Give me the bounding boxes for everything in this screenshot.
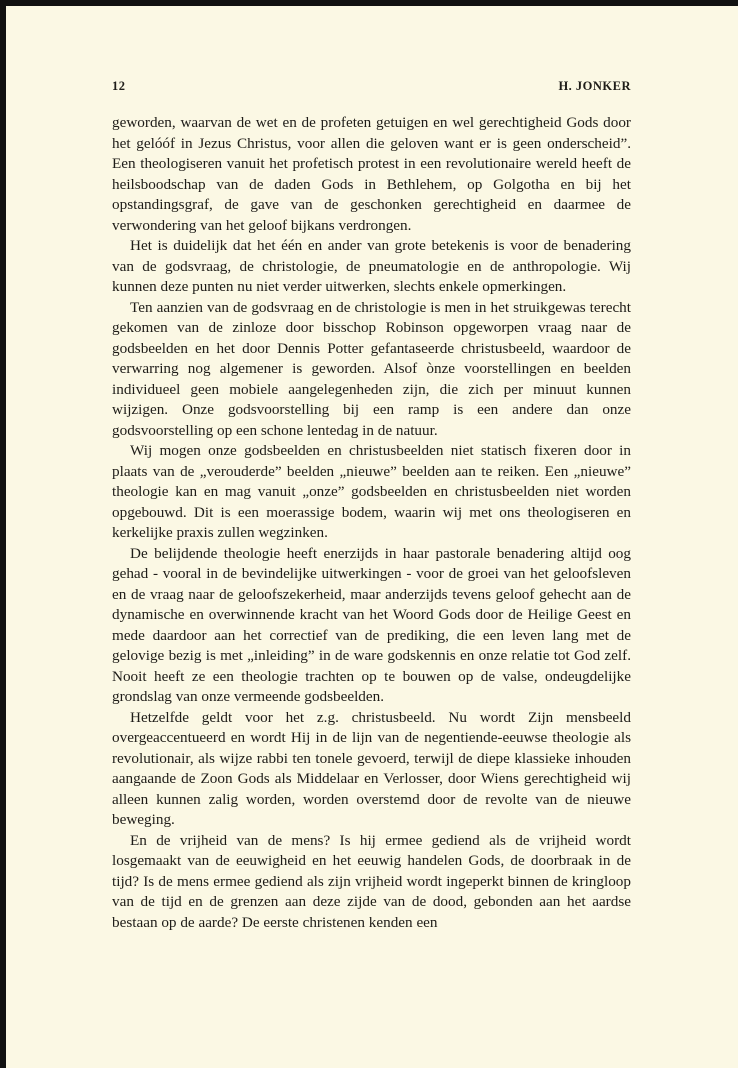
paragraph: Ten aanzien van de godsvraag en de christologie is men in het struikgewas terecht gekomen van de zinloze door bisschop Robinson opgeworpen vraag naar de godsbeelden en het door Dennis Potter gefantaseerde christusbeeld, waardoor de verwarring nog algemener is geworden. Alsof ònze voorstellingen en beelden individueel geen mobiele aangelegenheden zijn, die zich per minuut kunnen wijzigen. Onze godsvoorstelling bij een ramp is een andere dan onze godsvoorstelling op een schone lentedag in de natuur. xyxy=(112,298,631,439)
paragraph: En de vrijheid van de mens? Is hij ermee gediend als de vrijheid wordt losgemaakt van de eeuwigheid en het eeuwig handelen Gods, de doorbraak in de tijd? Is de mens ermee gediend als zijn vrijheid wordt ingeperkt binnen de kringloop van de tijd en de grenzen aan deze zijde van de dood, gebonden aan het aardse bestaan op de aarde? De eerste christenen kenden een xyxy=(112,831,631,931)
paragraph: geworden, waarvan de wet en de profeten getuigen en wel gerechtigheid Gods door het gelóóf in Jezus Christus, voor allen die geloven want er is geen onderscheid”. Een theologiseren vanuit het profetisch protest in een revolutionaire wereld heeft de heilsboodschap van de daden Gods in Bethlehem, op Golgotha en bij het opstandingsgraf, de gave van de geschonken gerechtigheid en daarmee de verwondering van het geloof bijkans verdrongen. xyxy=(112,114,631,234)
running-head-author: H. JONKER xyxy=(558,79,631,93)
paragraph: De belijdende theologie heeft enerzijds in haar pastorale benadering altijd oog gehad - vooral in de bevindelijke uitwerkingen - voor de groei van het geloofsleven en de vraag naar de geloofszekerheid, maar anderzijds tevens geloof gehecht aan de dynamische en overwinnende kracht van het Woord Gods door de Heilige Geest en mede daardoor aan het correctief van de prediking, die een leven lang met de gelovige bezig is met „inleiding” in de ware godskennis en onze relatie tot God zelf. Nooit heeft ze een theologie trachten op te bouwen op de valse, ondeugdelijke grondslag van onze vermeende godsbeelden. xyxy=(112,544,631,705)
paragraph: Hetzelfde geldt voor het z.g. christusbeeld. Nu wordt Zijn mensbeeld overgeaccentueerd en wordt Hij in de lijn van de negentiende-eeuwse theologie als revolutionair, als wijze rabbi ten tonele gevoerd, terwijl de diepe klassieke inhouden aangaande de Zoon Gods als Middelaar en Verlosser, door Wiens gerechtigheid wij alleen kunnen zalig worden, worden overstemd door de revolte van de nieuwe beweging. xyxy=(112,708,631,828)
paragraph: Het is duidelijk dat het één en ander van grote betekenis is voor de benadering van de godsvraag, de christologie, de pneumatologie en de anthropologie. Wij kunnen deze punten nu niet verder uitwerken, slechts enkele opmerkingen. xyxy=(112,237,631,295)
body-text xyxy=(112,113,631,933)
running-header xyxy=(112,79,631,99)
paragraph: Wij mogen onze godsbeelden en christusbeelden niet statisch fixeren door in plaats van de „verouderde” beelden „nieuwe” beelden aan te reiken. Een „nieuwe” theologie kan en mag vanuit „onze” godsbeelden en christusbeelden niet worden opgebouwd. Dit is een moerassige bodem, waarin wij met ons theologiseren en kerkelijke praxis zullen wegzinken. xyxy=(112,442,631,541)
page-number: 12 xyxy=(112,79,126,93)
